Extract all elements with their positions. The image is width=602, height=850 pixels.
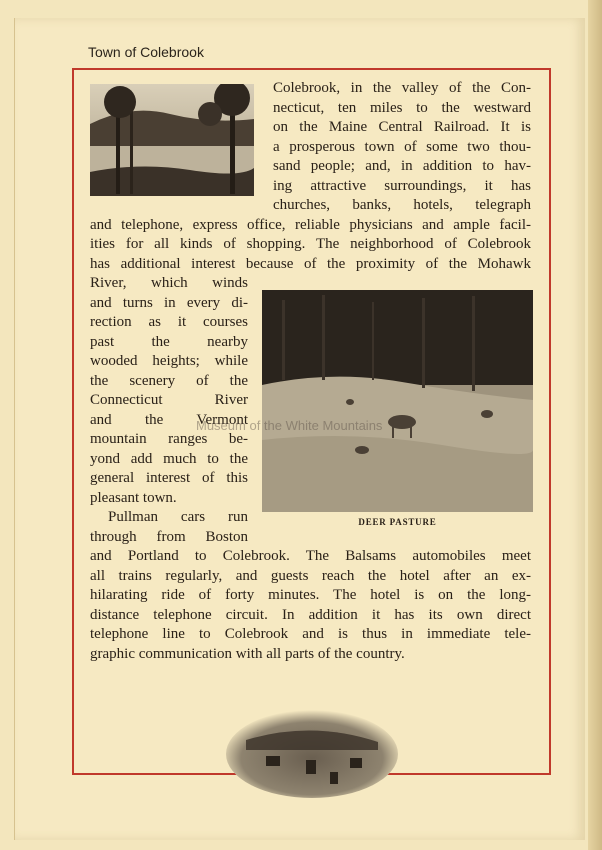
photo-caption: DEER PASTURE: [358, 517, 437, 527]
carriage-vignette: [226, 710, 398, 798]
deer-pasture-photo: [262, 290, 533, 512]
text-line: mountain ranges be-: [90, 431, 248, 447]
text-line: ing attractive surroundings, it has: [273, 178, 531, 194]
text-line: general interest of this: [90, 470, 248, 486]
text-line: River, which winds: [90, 275, 248, 291]
text-line: ities for all kinds of shopping. The neighborhood of Colebrook: [90, 236, 531, 252]
text-line: necticut, ten miles to the westward: [273, 100, 531, 116]
text-line: yond add much to the: [90, 451, 248, 467]
text-line: and Portland to Colebrook. The Balsams automobiles meet: [90, 548, 531, 564]
text-line: through from Boston: [90, 529, 248, 545]
watermark: Museum of the White Mountains: [196, 418, 383, 433]
text-line: and the Vermont: [90, 412, 248, 428]
running-head: Town of Colebrook: [88, 44, 204, 60]
text-line: wooded heights; while: [90, 353, 248, 369]
text-line: rection as it courses: [90, 314, 248, 330]
lake-photo: [90, 84, 254, 196]
text-line: all trains regularly, and guests reach the hotel after an ex-: [90, 568, 531, 584]
text-line: and telephone, express office, reliable physicians and ample facil-: [90, 217, 531, 233]
text-line: churches, banks, hotels, telegraph: [273, 197, 531, 213]
text-line: distance telephone circuit. In addition it has its own direct: [90, 607, 531, 623]
text-line: telephone line to Colebrook and is thus in immediate tele-: [90, 626, 531, 642]
text-line: Pullman cars run: [108, 509, 248, 525]
text-line: sand people; and, in addition to hav-: [273, 158, 531, 174]
text-line: hilarating ride of forty minutes. The hotel is on the long-: [90, 587, 531, 603]
text-line: Colebrook, in the valley of the Con-: [273, 80, 531, 96]
text-line: on the Maine Central Railroad. It is: [273, 119, 531, 135]
text-line: past the nearby: [90, 334, 248, 350]
text-line: and turns in every di-: [90, 295, 248, 311]
text-line: the scenery of the: [90, 373, 248, 389]
text-line: a prosperous town of some two thou-: [273, 139, 531, 155]
page-spine: [588, 0, 602, 850]
text-line: pleasant town.: [90, 490, 177, 506]
text-line: has additional interest because of the proximity of the Mohawk: [90, 256, 531, 272]
text-line: Connecticut River: [90, 392, 248, 408]
text-line: graphic communication with all parts of the country.: [90, 646, 405, 662]
